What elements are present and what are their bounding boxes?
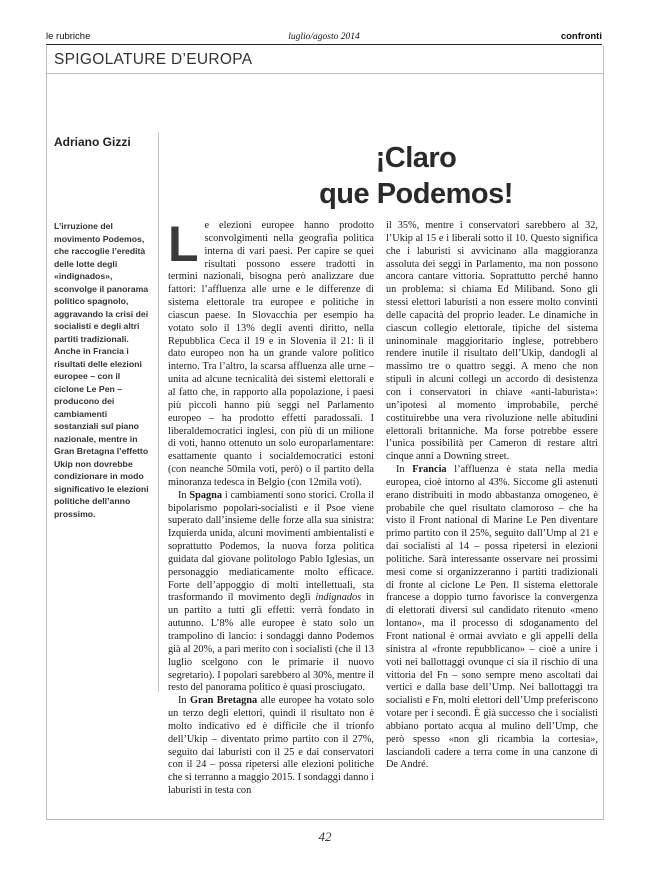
headline-line-1: ¡Claro xyxy=(375,142,457,174)
section-divider xyxy=(46,73,603,74)
page-number: 42 xyxy=(318,829,332,844)
term-indignados: indignados xyxy=(315,592,362,604)
country-gran-bretagna: Gran Bretagna xyxy=(189,695,258,707)
issue-date: luglio/agosto 2014 xyxy=(288,32,360,42)
paragraph-intro-text: e elezioni europee hanno prodotto sconvolgimenti nella geografia politica interna di vari paesi. Per capire se quei risultati possono essere tradotti in termini nazionali, bisogna però analizzare due fattori: l’affluenza alle urne e le differenze di sistema elettorale tra europee e politiche in ciascun paese. In Slovacchia per esempio ha votato solo il 13% degli aventi diritto, nella Repubblica Ceca il 19 e in Slovenia il 21: lì il dato europeo non ha un grande valore politico interno. Tra l’altro, la scarsa affluenza alle urne – unita ad alcune tecnicalità dei sistemi elettorali e al fatto che, in rapporto alla popolazione, i paesi più piccoli hanno più seggi nel Parlamento europeo – ha prodotto effetti paradossali. I liberaldemocratici inglesi, con più di un milione di voti, hanno ottenuto un solo europarlamentare: esattamente quanto i socialdemocratici estoni (con neanche 50mila voti, però) o il partito della minoranza tedesca in Belgio (con 12mila voti). xyxy=(168,220,374,488)
paragraph-spagna: In Spagna i cambiamenti sono storici. Crolla il bipolarismo popolari-socialisti e il Psoe viene superato dall’insieme delle forze alla sua sinistra: Izquierda unida, alcuni movimenti ambientalisti e soprattutto Podemos, la nuova forza politica guidata dal giovane politologo Pablo Iglesias, un personaggio mediaticamente molto efficace. Forte dell’appoggio di molti intellettuali, sta trasformando il movimento degli indignados in un partito a tutti gli effetti: verrà fondato in autunno. L’8% alle europee è stato solo un trampolino di lancio: i sondaggi danno Podemos già al 20%, a pari merito con i socialisti (che il 13 luglio scelgono con le primarie il nuovo segretario). I popolari sarebbero al 30%, mentre il resto del panorama politico è quasi prosciugato. xyxy=(168,489,375,694)
drop-cap: L xyxy=(168,216,199,272)
author-byline: Adriano Gizzi xyxy=(54,135,131,149)
country-francia: Francia xyxy=(412,464,447,476)
paragraph-francia: In Francia l’affluenza è stata nella media europea, cioè intorno al 43%. Siccome gli astenuti erano distribuiti in modo abbastanza omogeneo, è probabile che quel risultato clamoroso – che ha visto il Front national di Marine Le Pen diventare primo partito con il 25%, seguito dall’Ump al 21 e dai socialisti al 14 – possa ripetersi in elezioni politiche. Sarà interessante osservare nei prossimi mesi come si organizzeranno i partiti tradizionali di fronte al ciclone Le Pen. Il sistema elettorale francese a doppio turno favorisce la convergenza di elettorati diversi sul candidato ritenuto «meno lontano», ma il processo di sdoganamento del Front national è ormai avviato e gli appelli della sinistra al «fronte repubblicano» – cioè a unire i voti nei ballottaggi ovunque ci sia il rischio di una vittoria del Fn – sono sempre meno ascoltati dai vertici e dalla base dell’Ump. Nei ballottaggi tra socialisti e Fn, molti elettori dell’Ump preferiscono votare per i secondi. È già successo che i socialisti abbiano portato acqua al mulino dell’Ump, che però spesso «non gli ricambia la cortesia», lasciandoli cadere a terra come in una canzone di De André. xyxy=(386,464,599,771)
section-label: le rubriche xyxy=(46,31,91,42)
paragraph-gran-bretagna-continued: il 35%, mentre i conservatori sarebbero al 32, l’Ukip al 15 e i liberali sotto il 10. Questo significa che i laburisti si avvicinano alla maggioranza assoluta dei seggi in Parlamento, ma non possono ancora cantare vittoria. Soprattutto perché hanno un problema: si chiama Ed Miliband. Sono gli stessi elettori laburisti a non essere molto convinti delle capacità del proprio leader. Le dinamiche in ciascun collegio elettorale, tipiche del sistema uninominale maggioritario inglese, potrebbero rendere inutile il risultato dell’Ukip, dandogli al massimo tre o quattro seggi. A meno che non stipuli in alcuni collegi un accordo di desistenza con i conservatori in chiave «anti-laburista»: un’ipotesi al momento improbabile, perché costituirebbe una vera rivoluzione nelle abitudini elettorali britanniche. Ma forse potrebbe essere l’unica possibilità per Cameron di restare altri cinque anni a Downing street. xyxy=(386,220,598,463)
paragraph-gran-bretagna-cont xyxy=(386,220,598,464)
running-header xyxy=(46,30,602,45)
magazine-name: confronti xyxy=(560,31,602,42)
article-column-left xyxy=(168,216,375,798)
paragraph-intro xyxy=(168,216,374,490)
country-spagna: Spagna xyxy=(189,489,223,501)
headline-line-2: que Podemos! xyxy=(319,178,513,210)
sidebar-divider xyxy=(158,132,159,692)
article-headline xyxy=(258,140,574,212)
paragraph-gran-bretagna-text: alle europee ha votato solo un terzo degli elettori, quindi il risultato non è molto indicativo ed è difficile che il trionfo dell’Ukip – diventato primo partito con il 27%, seguito dai laburisti con il 25 e dai conservatori con il 24 – possa ripetersi alle elezioni politiche che si terranno a maggio 2015. I sondaggi danno i laburisti in testa con xyxy=(168,695,375,797)
article-column-right xyxy=(386,220,598,772)
paragraph-gran-bretagna: In Gran Bretagna alle europee ha votato solo un terzo degli elettori, quindi il risultato non è molto indicativo ed è difficile che il trionfo dell’Ukip – diventato primo partito con il 27%, seguito dai laburisti con il 25 e dai conservatori con il 24 – possa ripetersi alle elezioni politiche che si terranno a maggio 2015. I sondaggi danno i laburisti in testa con xyxy=(168,695,375,797)
sidebar-summary: L’irruzione del movimento Podemos, che raccoglie l’eredità delle lotte degli «indignados», sconvolge il panorama politico spagnolo, aggravando la crisi dei socialisti e degli altri partiti tradizionali. Anche in Francia i risultati delle elezioni europee – con il ciclone Le Pen – producono dei cambiamenti sostanziali sul piano nazionale, mentre in Gran Bretagna l’effetto Ukip non dovrebbe condizionare in modo significativo le elezioni politiche dell’anno prossimo. xyxy=(54,221,149,519)
section-title: SPIGOLATURE D’EUROPA xyxy=(54,51,253,68)
